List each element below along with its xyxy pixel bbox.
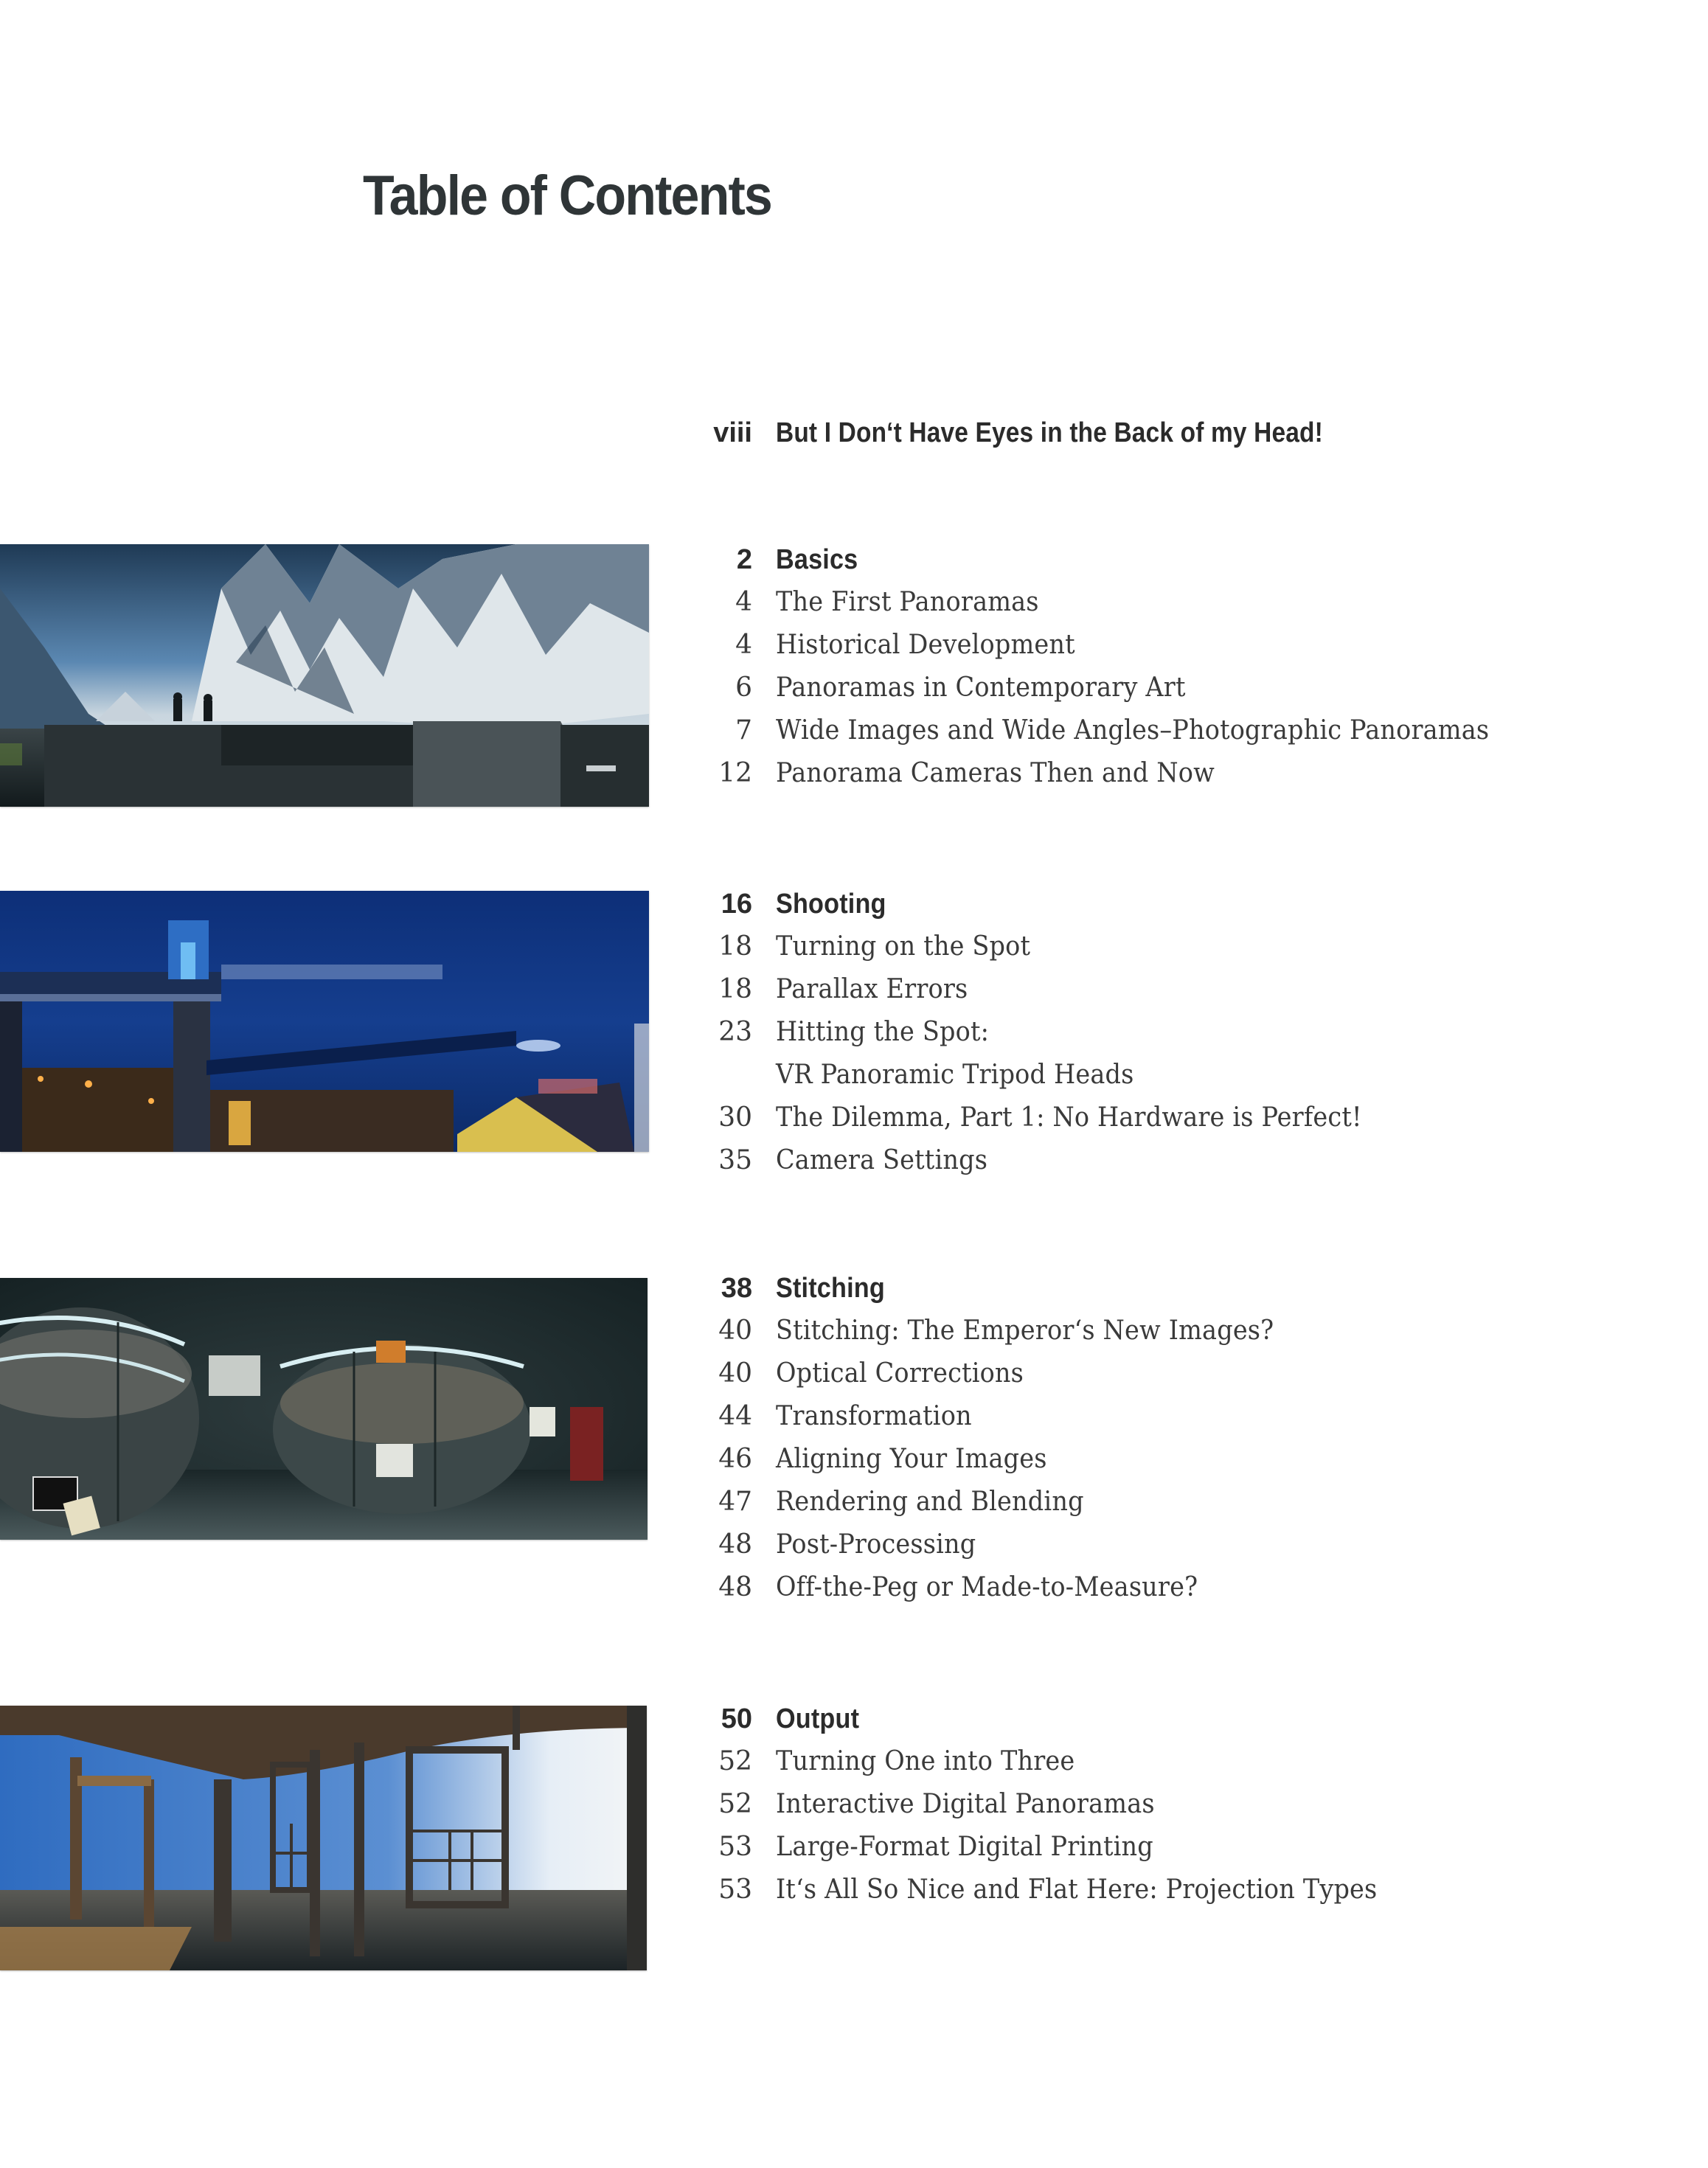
page-number: 53: [718, 1875, 752, 1905]
entry-title: Off-the-Peg or Made-to-Measure?: [776, 1572, 1198, 1602]
toc-entry-intro[interactable]: [664, 411, 1622, 454]
page-number: 2: [736, 544, 752, 575]
page-number: 7: [735, 715, 752, 746]
entry-title: Turning One into Three: [776, 1746, 1075, 1776]
page-number: 23: [718, 1017, 752, 1047]
entry-title: Turning on the Spot: [776, 931, 1031, 962]
toc-entry[interactable]: [664, 709, 1622, 752]
chapter-output: [664, 1698, 1622, 1911]
entry-title: Post-Processing: [776, 1529, 976, 1560]
entry-title: Interactive Digital Panoramas: [776, 1789, 1155, 1819]
entry-title: Large-Format Digital Printing: [776, 1832, 1153, 1862]
mountain-panorama-exhibition-photo: [0, 544, 649, 807]
page-number: 16: [721, 889, 752, 920]
chapter-heading[interactable]: [664, 538, 1622, 581]
abandoned-house-windows-desert-photo: [0, 1706, 647, 1970]
page-number: 18: [718, 931, 752, 962]
chapter-title: Output: [776, 1703, 860, 1734]
entry-title: Aligning Your Images: [776, 1444, 1047, 1474]
page-number: 18: [718, 974, 752, 1004]
entry-title: Parallax Errors: [776, 974, 968, 1004]
entry-title: Camera Settings: [776, 1145, 988, 1175]
toc-entry[interactable]: [664, 1783, 1622, 1826]
toc-entry[interactable]: [664, 1011, 1622, 1054]
page-number: 4: [735, 587, 752, 617]
toc-entry[interactable]: [664, 968, 1622, 1011]
toc-entry[interactable]: [664, 1869, 1622, 1911]
page-number: 47: [718, 1487, 752, 1517]
toc-entry[interactable]: [664, 1139, 1622, 1182]
page-number: viii: [713, 417, 752, 448]
entry-title: Rendering and Blending: [776, 1487, 1084, 1517]
entry-title: Historical Development: [776, 630, 1075, 660]
toc-entry[interactable]: [664, 752, 1622, 795]
page-number: 53: [718, 1832, 752, 1862]
page-number: 6: [735, 673, 752, 703]
toc-entry[interactable]: [664, 1481, 1622, 1523]
toc-entry[interactable]: [664, 925, 1622, 968]
page-number: 46: [718, 1444, 752, 1474]
page-number: 12: [718, 758, 752, 788]
chapter-heading[interactable]: [664, 1267, 1622, 1310]
chapter-heading[interactable]: [664, 1698, 1622, 1740]
page-number: 38: [721, 1273, 752, 1304]
entry-title: Panorama Cameras Then and Now: [776, 758, 1215, 788]
chapter-title: Shooting: [776, 889, 886, 920]
intro-entry: [664, 411, 1622, 454]
entry-title: The First Panoramas: [776, 587, 1039, 617]
chapter-shooting: [664, 883, 1622, 1182]
entry-title: Transformation: [776, 1401, 972, 1431]
night-harbor-city-panorama-photo: [0, 891, 649, 1152]
entry-title: But I Don‘t Have Eyes in the Back of my Head!: [776, 417, 1323, 448]
page-number: 40: [718, 1358, 752, 1389]
entry-title: Optical Corrections: [776, 1358, 1024, 1389]
toc-entry[interactable]: [664, 1352, 1622, 1395]
chapter-heading[interactable]: [664, 883, 1622, 925]
page-number: 52: [718, 1789, 752, 1819]
toc-entry[interactable]: [664, 1566, 1622, 1609]
toc-entry[interactable]: [664, 1310, 1622, 1352]
toc-entry[interactable]: [664, 667, 1622, 709]
toc-entry[interactable]: [664, 1826, 1622, 1869]
page-number: 40: [718, 1316, 752, 1346]
toc-entry[interactable]: [664, 1523, 1622, 1566]
entry-title: It‘s All So Nice and Flat Here: Projection Types: [776, 1875, 1378, 1905]
page-number: 48: [718, 1529, 752, 1560]
page-title: Table of Contents: [363, 164, 771, 227]
page-number: 35: [718, 1145, 752, 1175]
chapter-title: Stitching: [776, 1273, 885, 1304]
page-number: 48: [718, 1572, 752, 1602]
entry-title: Hitting the Spot:: [776, 1017, 990, 1047]
chapter-stitching: [664, 1267, 1622, 1609]
entry-title: VR Panoramic Tripod Heads: [776, 1060, 1134, 1090]
entry-title: Wide Images and Wide Angles–Photographic Panoramas: [776, 715, 1490, 746]
toc-entry[interactable]: [664, 1395, 1622, 1438]
toc-entry[interactable]: [664, 1097, 1622, 1139]
chapter-title: Basics: [776, 544, 858, 575]
toc-entry[interactable]: [664, 1740, 1622, 1783]
page-number: 30: [718, 1102, 752, 1133]
entry-title: Stitching: The Emperor‘s New Images?: [776, 1316, 1274, 1346]
page-number: 50: [721, 1703, 752, 1734]
toc-entry[interactable]: [664, 624, 1622, 667]
toc-entry[interactable]: [664, 581, 1622, 624]
chapter-basics: [664, 538, 1622, 795]
page-number: 44: [718, 1401, 752, 1431]
entry-title: Panoramas in Contemporary Art: [776, 673, 1186, 703]
museum-showcase-spherical-panorama-photo: [0, 1278, 648, 1540]
toc-entry-continuation[interactable]: [664, 1054, 1622, 1097]
page-number: 4: [735, 630, 752, 660]
toc-entry[interactable]: [664, 1438, 1622, 1481]
entry-title: The Dilemma, Part 1: No Hardware is Perfect!: [776, 1102, 1362, 1133]
page-number: 52: [718, 1746, 752, 1776]
